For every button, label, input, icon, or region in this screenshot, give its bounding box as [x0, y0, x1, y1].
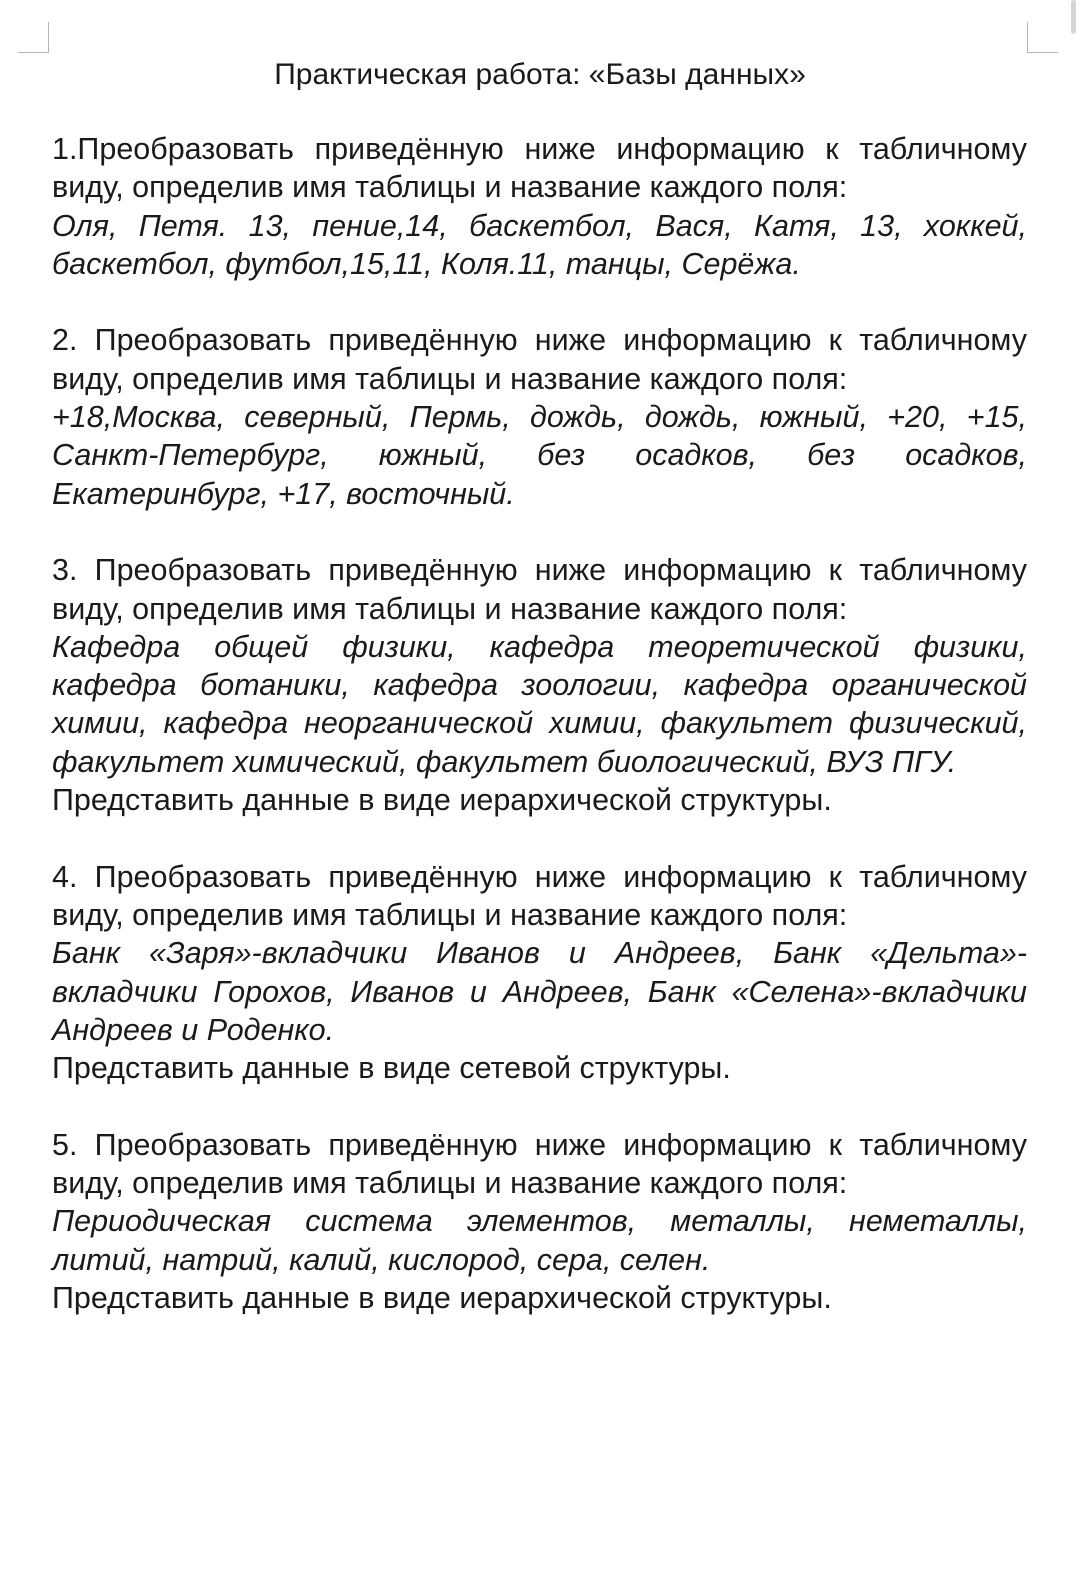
task-instruction: 5. Преобразовать приведённую ниже информацию к табличному виду, определив имя таблицы и название каждого поля: — [52, 1127, 1027, 1201]
task-5 — [52, 1126, 1027, 1317]
task-note: Представить данные в виде сетевой структуры. — [52, 1051, 731, 1086]
task-note: Представить данные в виде иерархической структуры. — [52, 783, 832, 818]
task-instruction: 2. Преобразовать приведённую ниже информацию к табличному виду, определив имя таблицы и название каждого поля: — [52, 323, 1027, 396]
crop-mark-top-right — [1027, 22, 1058, 53]
task-data: Периодическая система элементов, металлы, неметаллы, литий, натрий, калий, кислород, сера, селен. — [52, 1204, 1027, 1277]
task-4 — [52, 858, 1027, 1088]
task-data: Банк «Заря»-вкладчики Иванов и Андреев, Банк «Дельта»-вкладчики Горохов, Иванов и Андреев, Банк «Селена»-вкладчики Андреев и Роденко. — [52, 936, 1027, 1047]
task-instruction: 1.Преобразовать приведённую ниже информацию к табличному виду, определив имя таблицы и название каждого поля: — [52, 132, 1027, 205]
scrollbar[interactable] — [1071, 0, 1076, 34]
document-body — [52, 130, 1027, 1356]
task-instruction: 4. Преобразовать приведённую ниже информацию к табличному виду, определив имя таблицы и название каждого поля: — [52, 859, 1027, 932]
task-2 — [52, 321, 1027, 512]
task-note: Представить данные в виде иерархической структуры. — [52, 1280, 832, 1315]
task-3 — [52, 551, 1027, 819]
crop-mark-top-left — [18, 22, 49, 53]
task-1 — [52, 130, 1027, 283]
task-data: Оля, Петя. 13, пение,14, баскетбол, Вася, Катя, 13, хоккей, баскетбол, футбол,15,11, Коля.11, танцы, Серёжа. — [52, 208, 1027, 281]
task-data: Кафедра общей физики, кафедра теоретической физики, кафедра ботаники, кафедра зоологии, кафедра органической химии, кафедра неорганической химии, факультет физический, факультет химический, факультет биологический, ВУЗ ПГУ. — [52, 629, 1027, 779]
document-title: Практическая работа: «Базы данных» — [274, 58, 806, 91]
task-instruction: 3. Преобразовать приведённую ниже информацию к табличному виду, определив имя таблицы и название каждого поля: — [52, 553, 1027, 626]
task-data: +18,Москва, северный, Пермь, дождь, дождь, южный, +20, +15, Санкт-Петербург, южный, без осадков, без осадков, Екатеринбург, +17, восточный. — [52, 400, 1027, 511]
